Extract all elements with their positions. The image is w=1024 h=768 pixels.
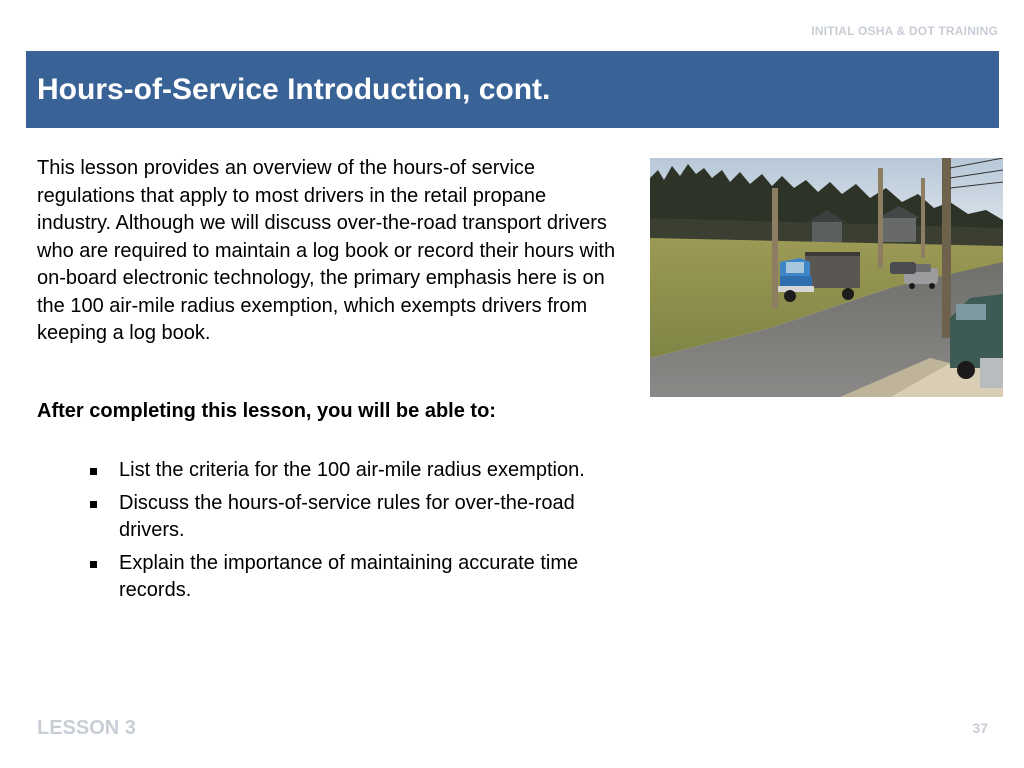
objective-text: List the criteria for the 100 air-mile radius exemption. (119, 459, 585, 481)
objective-item (90, 457, 610, 485)
lesson-label: LESSON 3 (37, 717, 136, 739)
course-tag: INITIAL OSHA & DOT TRAINING (811, 24, 998, 38)
objective-item (90, 490, 610, 545)
square-bullet-icon (90, 468, 97, 475)
objective-item (90, 550, 610, 605)
square-bullet-icon (90, 561, 97, 568)
title-bar (26, 51, 999, 128)
objective-text: Discuss the hours-of-service rules for over-the-road drivers. (119, 491, 575, 541)
objectives-list (90, 457, 610, 610)
slide-title: Hours-of-Service Introduction, cont. (37, 72, 551, 106)
objectives-heading: After completing this lesson, you will be able to: (37, 400, 496, 422)
page-number: 37 (972, 720, 988, 736)
intro-paragraph: This lesson provides an overview of the hours-of service regulations that apply to most drivers in the retail propane industry. Although we will discuss over-the-road transport drivers who are required to maintain a log book or record their hours with on-board electronic technology, the primary emphasis here is on the 100 air-mile radius exemption, which exempts drivers from keeping a log book. (37, 157, 616, 344)
truck-on-road-photo (650, 158, 1003, 397)
square-bullet-icon (90, 501, 97, 508)
objective-text: Explain the importance of maintaining accurate time records. (119, 551, 579, 601)
